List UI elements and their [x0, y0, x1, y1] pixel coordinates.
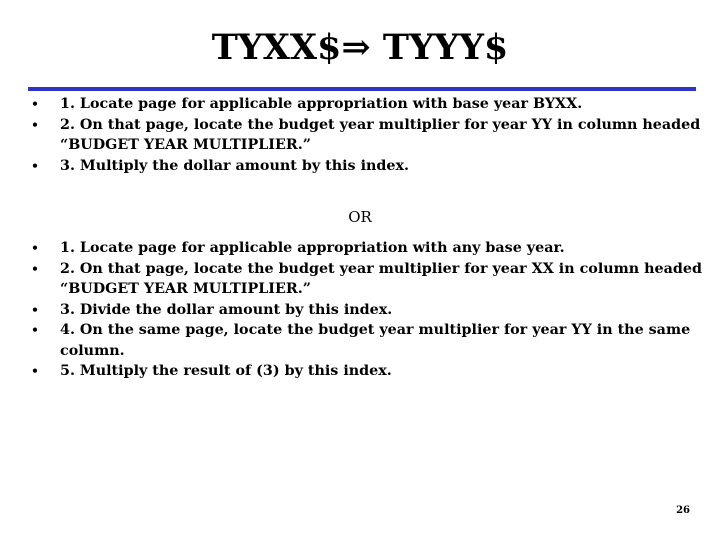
- bullet-icon: •: [31, 261, 39, 276]
- or-separator: OR: [348, 208, 372, 226]
- bullet-icon: •: [31, 302, 39, 317]
- list-item: [0, 279, 720, 300]
- list-item: [0, 361, 720, 382]
- bullet-icon: •: [31, 241, 39, 255]
- list-item-text: 2. On that page, locate the budget year multiplier for year XX in column headed: [60, 260, 703, 277]
- list-item: [0, 115, 720, 136]
- bullet-icon: •: [31, 97, 39, 111]
- title-divider: [28, 87, 696, 91]
- list-item-text: 5. Multiply the result of (3) by this index.: [60, 363, 392, 379]
- list-item: [0, 259, 720, 280]
- list-item: [0, 238, 720, 259]
- list-item-text: 1. Locate page for applicable appropriation with base year BYXX.: [60, 96, 583, 112]
- page-number: 26: [676, 505, 690, 516]
- bullet-icon: •: [31, 117, 39, 132]
- list-item: [0, 94, 720, 115]
- bullet-icon: •: [31, 323, 39, 337]
- list-item: [0, 341, 720, 362]
- list-item-text: 4. On the same page, locate the budget year multiplier for year YY in the same: [60, 322, 691, 338]
- list-item: [0, 320, 720, 341]
- instruction-list-2: [0, 238, 720, 382]
- list-item: [0, 135, 720, 156]
- list-item: [0, 156, 720, 177]
- list-item-text: 2. On that page, locate the budget year multiplier for year YY in column headed: [60, 116, 701, 133]
- list-item-text: 3. Multiply the dollar amount by this index.: [60, 157, 409, 174]
- list-item-text: “BUDGET YEAR MULTIPLIER.”: [60, 137, 311, 153]
- list-item-text: “BUDGET YEAR MULTIPLIER.”: [60, 281, 311, 297]
- list-item-text: column.: [60, 342, 125, 359]
- bullet-icon: •: [31, 364, 39, 378]
- bullet-icon: •: [31, 158, 39, 173]
- list-item: [0, 300, 720, 321]
- list-item-text: 3. Divide the dollar amount by this index.: [60, 301, 393, 318]
- slide-title: TYXX$⇒ TYYY$: [211, 27, 509, 68]
- instruction-list-1: [0, 94, 720, 176]
- list-item-text: 1. Locate page for applicable appropriation with any base year.: [60, 240, 565, 256]
